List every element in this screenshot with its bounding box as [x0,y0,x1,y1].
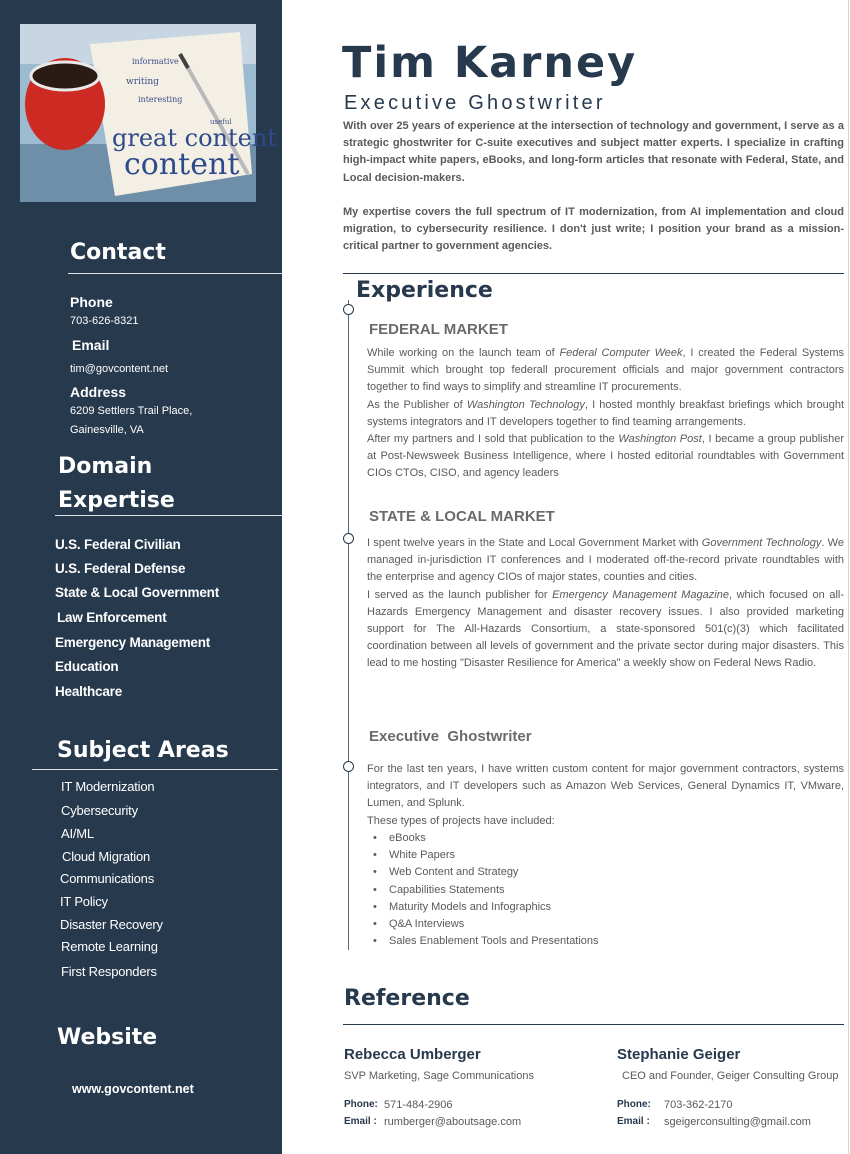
address-line-2: Gainesville, VA [70,424,144,436]
subjects-heading: Subject Areas [57,738,229,763]
domain-divider [55,515,282,516]
subject-item: First Responders [61,964,157,979]
list-item: • eBooks [389,830,599,847]
timeline-dot [343,533,354,544]
subject-item: IT Modernization [61,779,155,794]
email-label: Email [72,337,110,353]
list-item: • Sales Enablement Tools and Presentations [389,933,599,950]
domain-item: Healthcare [55,684,123,699]
experience-heading: Experience [356,278,493,303]
federal-market-title: FEDERAL MARKET [369,321,508,338]
subject-item: Cloud Migration [62,849,151,864]
reference-1-email-label: Email : [344,1116,377,1127]
subject-item: Remote Learning [61,939,158,954]
address-label: Address [70,384,127,400]
list-item: • Web Content and Strategy [389,864,599,881]
svg-text:useful: useful [210,118,232,126]
domain-item: Education [55,659,119,674]
list-item: • White Papers [389,847,599,864]
website-heading: Website [57,1025,158,1050]
domain-item: Law Enforcement [57,610,167,625]
ghostwriter-text: For the last ten years, I have written custom content for major government contractors, systems integrators, and IT developers such as Amazon Web Services, General Dynamics IT, VMware, Lumen, and Splunk. These types of projects have included: [367,763,844,827]
sidebar [0,0,282,1154]
coffee-notepad-image [20,24,277,202]
reference-1-phone: 571-484-2906 [384,1099,453,1111]
reference-heading: Reference [344,986,470,1011]
subject-item: Communications [60,871,155,886]
state-local-market-title: STATE & LOCAL MARKET [369,508,555,525]
federal-market-text: While working on the launch team of Federal Computer Week, I created the Federal Systems Summit which brought top federall procurement officials and major government contractors together to find ways to simplify and streamline IT procurements. As the Publisher of Washington Technology, I hosted monthly breakfast briefings which brought systems integrators and IT developers together to find teaming arrangements. After my partners and I sold that publication to the Washington Post, I became a group publisher at Post-Newsweek Business Intelligence, where I hosted editorial roundtables with Government CIOs CTOs, CISO, and agency leaders [367,347,844,480]
person-name: Tim Karney [342,38,638,88]
reference-2-phone-label: Phone: [617,1099,651,1110]
intro-paragraph-2: My expertise covers the full spectrum of IT modernization, from AI implementation and cloud migration, to cybersecurity resilience. I don't just write; I position your brand as a mission-critical partner to government agencies. [343,206,844,253]
domain-item: U.S. Federal Civilian [55,537,181,552]
reference-2-email-label: Email : [617,1116,650,1127]
page-edge [848,0,849,1154]
contact-heading: Contact [70,240,166,265]
list-item: • Maturity Models and Infographics [389,899,599,916]
timeline-dot [343,761,354,772]
project-types-list [389,830,599,950]
phone-label: Phone [70,294,113,310]
reference-1-email[interactable]: rumberger@aboutsage.com [384,1116,522,1128]
experience-divider [343,273,844,274]
svg-text:writing: writing [126,77,159,87]
subject-item: AI/ML [61,826,94,841]
timeline-line [348,300,349,950]
reference-1-title: SVP Marketing, Sage Communications [344,1070,534,1082]
domain-item: State & Local Government [55,585,219,600]
address-line-1: 6209 Settlers Trail Place, [70,405,193,417]
ghostwriter-title: Executive Ghostwriter [369,728,532,745]
profile-photo [20,24,277,202]
timeline-dot [343,304,354,315]
website-link[interactable]: www.govcontent.net [72,1082,194,1096]
email-value[interactable]: tim@govcontent.net [70,363,168,375]
domain-item: Emergency Management [55,635,211,650]
reference-2-title: CEO and Founder, Geiger Consulting Group [622,1070,839,1082]
domain-heading-line-2: Expertise [58,488,175,513]
list-item: • Capabilities Statements [389,882,599,899]
intro-paragraph-1: With over 25 years of experience at the intersection of technology and government, I serve as a strategic ghostwriter for C-suite executives and subject matter experts. I specialize in crafting high-impact white papers, eBooks, and long-form articles that resonate with Federal, State, and Local decision-makers. [343,120,844,184]
domain-heading-line-1: Domain [58,454,153,479]
reference-divider [343,1024,844,1025]
phone-value: 703-626-8321 [70,315,139,327]
subject-item: Cybersecurity [61,803,138,818]
subject-item: Disaster Recovery [60,917,163,932]
contact-divider [68,273,282,274]
photo-caption: great content [112,124,277,152]
reference-2-email[interactable]: sgeigerconsulting@gmail.com [664,1116,811,1128]
subjects-divider [32,769,278,770]
svg-text:content: content [124,147,240,182]
state-local-market-text: I spent twelve years in the State and Local Government Market with Government Technology. We managed in-jurisdiction IT conferences and I moderated off-the-record private roundtables with the enterprise and agency CIOs of major states, counties and cities. I served as the launch publisher for Emergency Management Magazine, which focused on all-Hazards Emergency Management and disaster recovery issues. I also provided marketing support for The All-Hazards Consortium, a state-sponsored 501(c)(3) which facilitated coordination between all levels of government and the private sector during major disasters. This lead to me hosting "Disaster Resilience for America" a weekly show on Federal News Radio. [367,537,844,670]
person-role: Executive Ghostwriter [344,92,606,114]
reference-2-name: Stephanie Geiger [617,1046,741,1063]
reference-1-phone-label: Phone: [344,1099,378,1110]
list-item: • Q&A Interviews [389,916,599,933]
reference-2-phone: 703-362-2170 [664,1099,733,1111]
subject-item: IT Policy [60,894,108,909]
svg-text:interesting: interesting [138,95,183,104]
reference-1-name: Rebecca Umberger [344,1046,481,1063]
domain-item: U.S. Federal Defense [55,561,186,576]
svg-text:informative: informative [132,57,179,66]
